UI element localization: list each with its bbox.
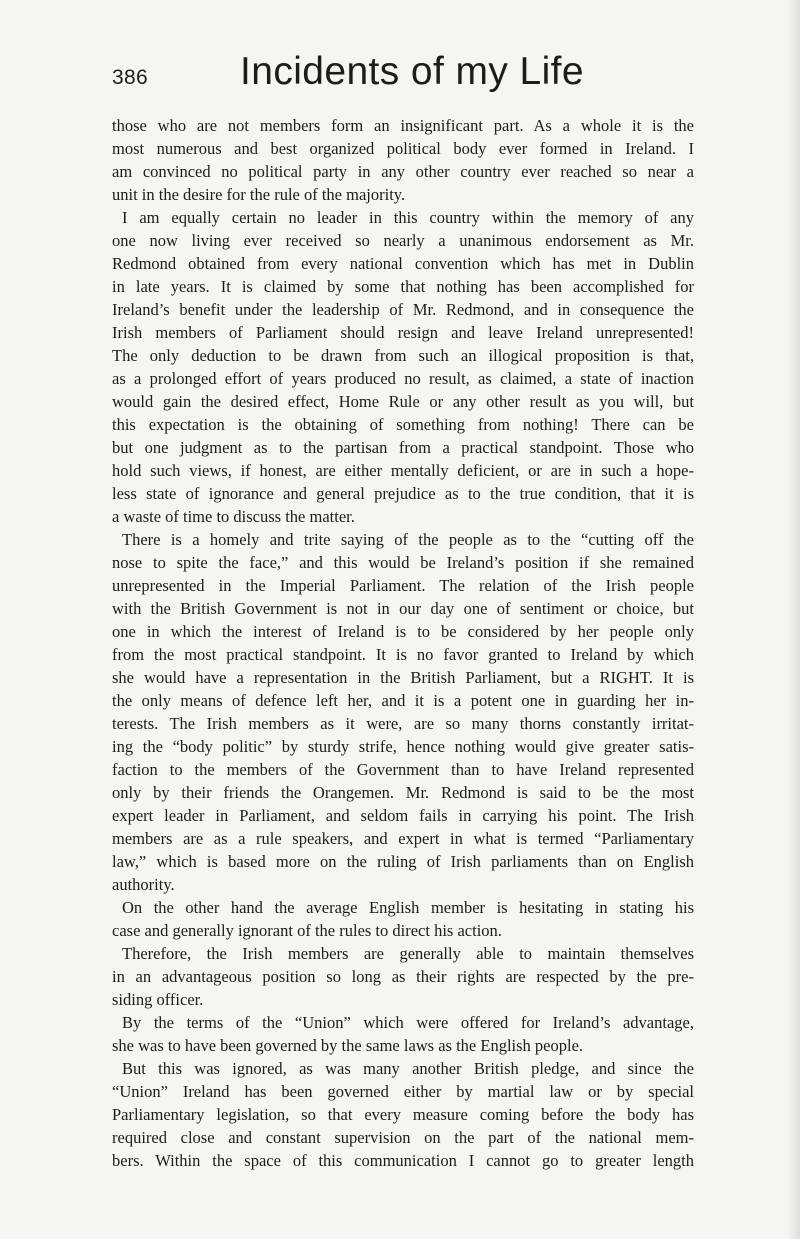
text-line: hold such views, if honest, are either mentally deficient, or are in such a hope- [112,461,694,480]
text-line: this expectation is the obtaining of something from nothing! There can be [112,415,694,434]
text-line: one now living ever received so nearly a unanimous endorsement as Mr. [112,231,694,250]
text-line: There is a homely and trite saying of the people as to the “cutting off the [122,530,694,549]
text-line: Irish members of Parliament should resign and leave Ireland unrepresented! [112,323,694,342]
text-line: with the British Government is not in our day one of sentiment or choice, but [112,599,694,618]
text-line: required close and constant supervision on the part of the national mem- [112,1128,694,1147]
text-line: she would have a representation in the British Parliament, but a RIGHT. It is [112,668,694,687]
text-line: expert leader in Parliament, and seldom fails in carrying his point. The Irish [112,806,694,825]
text-line: those who are not members form an insignificant part. As a whole it is the [112,116,694,135]
text-line: On the other hand the average English member is hesitating in stating his [122,898,694,917]
text-line: Redmond obtained from every national convention which has met in Dublin [112,254,694,273]
text-line: unrepresented in the Imperial Parliament. The relation of the Irish people [112,576,694,595]
text-line: ing the “body politic” by sturdy strife, hence nothing would give greater satis- [112,737,694,756]
text-line: The only deduction to be drawn from such an illogical proposition is that, [112,346,694,365]
text-line: am convinced no political party in any other country ever reached so near a [112,162,694,181]
page-edge-shadow [786,0,800,1239]
text-line: faction to the members of the Government than to have Ireland represented [112,760,694,779]
text-line: “Union” Ireland has been governed either by martial law or by special [112,1082,694,1101]
page-header [112,50,712,100]
text-line: but one judgment as to the partisan from a practical standpoint. Those who [112,438,694,457]
text-line: only by their friends the Orangemen. Mr. Redmond is said to be the most [112,783,694,802]
text-line: law,” which is based more on the ruling of Irish parliaments than on English [112,852,694,871]
text-line: Therefore, the Irish members are generally able to maintain themselves [122,944,694,963]
text-line: in an advantageous position so long as their rights are respected by the pre- [112,967,694,986]
text-line: she was to have been governed by the same laws as the English people. [112,1036,584,1055]
text-line: I am equally certain no leader in this country within the memory of any [122,208,694,227]
text-line: the only means of defence left her, and it is a potent one in guarding her in- [112,691,694,710]
text-line: unit in the desire for the rule of the majority. [112,185,406,204]
text-line: nose to spite the face,” and this would be Ireland’s position if she remained [112,553,694,572]
text-line: Ireland’s benefit under the leadership of Mr. Redmond, and in consequence the [112,300,694,319]
text-line: By the terms of the “Union” which were offered for Ireland’s advantage, [122,1013,694,1032]
text-line: most numerous and best organized political body ever formed in Ireland. I [112,139,694,158]
text-line: as a prolonged effort of years produced no result, as claimed, a state of inaction [112,369,694,388]
text-line: members are as a rule speakers, and expert in what is termed “Parliamentary [112,829,694,848]
text-line: siding officer. [112,990,204,1009]
text-line: Parliamentary legislation, so that every measure coming before the body has [112,1105,694,1124]
running-title: Incidents of my Life [240,50,584,93]
text-line: would gain the desired effect, Home Rule or any other result as you will, but [112,392,694,411]
text-line: case and generally ignorant of the rules to direct his action. [112,921,502,940]
body-text [112,114,694,1172]
text-line: less state of ignorance and general prejudice as to the true condition, that it is [112,484,694,503]
text-line: terests. The Irish members as it were, are so many thorns constantly irritat- [112,714,694,733]
text-line: bers. Within the space of this communication I cannot go to greater length [112,1151,694,1170]
text-line: in late years. It is claimed by some that nothing has been accomplished for [112,277,694,296]
text-line: one in which the interest of Ireland is to be considered by her people only [112,622,694,641]
text-line: from the most practical standpoint. It is no favor granted to Ireland by which [112,645,694,664]
text-line: authority. [112,875,175,894]
text-line: a waste of time to discuss the matter. [112,507,355,526]
text-line: But this was ignored, as was many another British pledge, and since the [122,1059,694,1078]
page-number: 386 [112,66,148,89]
